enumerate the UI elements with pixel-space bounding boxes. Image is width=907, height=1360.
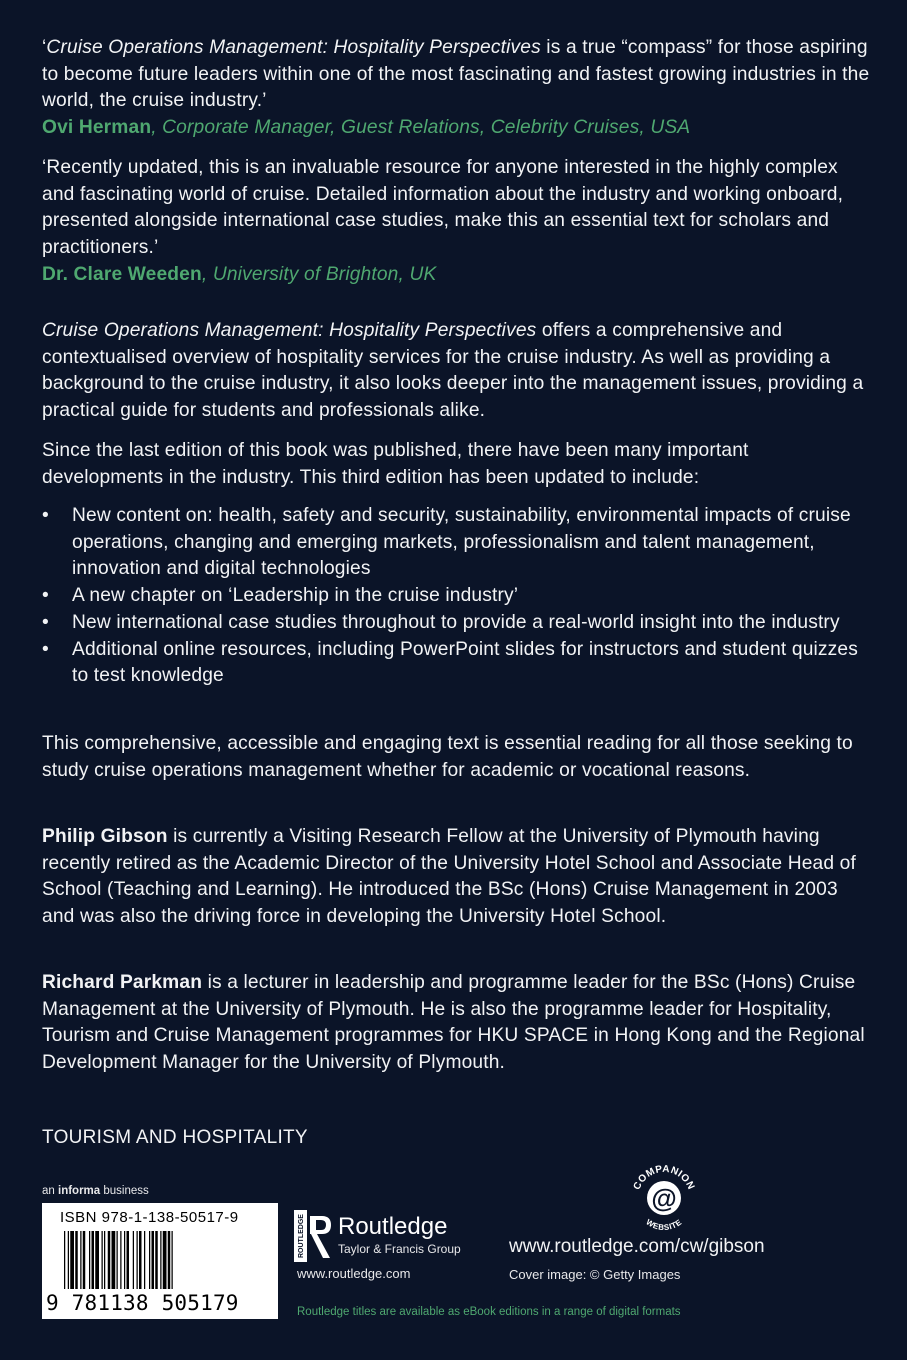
informa-wordmark: informa	[58, 1185, 101, 1197]
barcode-bar	[102, 1231, 103, 1289]
barcode-bar	[168, 1231, 171, 1289]
barcode-bar	[127, 1231, 130, 1289]
bullet-item: • New content on: health, safety and security, sustainability, environmental impacts of cruise operations, changing and emerging markets, professionalism and talent management, innovation and digital technologies	[42, 503, 872, 583]
barcode-bar	[133, 1231, 134, 1289]
quote-2-body: ‘Recently updated, this is an invaluable resource for anyone interested in the highly complex and fascinating world of cruise. Detailed information about the industry and working onboard, presented alongside international case studies, make this an essential text for scholars and practitioners.’	[42, 157, 844, 259]
barcode-digits: 9 781138 505179	[46, 1291, 239, 1315]
barcode-bar	[152, 1231, 155, 1289]
svg-text:WEBSITE	[644, 1217, 683, 1232]
quote-1: ‘Cruise Operations Management: Hospitality Perspectives is a true “compass” for those aspiring to become future leaders within one of the most fascinating and fastest growing industries in the world, the cruise industry.’ Ovi Herman, Corporate Manager, Guest Relations, Celebrity Cruises, USA	[42, 37, 870, 139]
companion-website-url[interactable]: www.routledge.com/cw/gibson	[509, 1236, 765, 1257]
update-bullet-list	[42, 503, 872, 690]
barcode-bar	[68, 1231, 69, 1289]
barcode-bar	[95, 1231, 99, 1289]
bullet-item: • A new chapter on ‘Leadership in the cruise industry’	[42, 583, 872, 610]
barcode-bar	[139, 1231, 142, 1289]
barcode-bar	[137, 1231, 138, 1289]
barcode-bar	[117, 1231, 118, 1289]
author-1-name: Philip Gibson	[42, 826, 168, 847]
routledge-logo-icon	[294, 1210, 334, 1262]
bullet-item: • New international case studies throughout to provide a real-world insight into the industry	[42, 610, 872, 637]
isbn-label: ISBN 978-1-138-50517-9	[60, 1209, 239, 1226]
author-2-bio: is a lecturer in leadership and programme leader for the BSc (Hons) Cruise Management at the University of Plymouth. He is also the programme leader for Hospitality, Tourism and Cruise Management programmes for HKU SPACE in Hong Kong and the Regional Development Manager for the University of Plymouth.	[42, 972, 865, 1074]
barcode-bar	[144, 1231, 145, 1289]
barcode-bar	[64, 1231, 65, 1289]
bullet-item: • Additional online resources, including PowerPoint slides for instructors and student quizzes to test knowledge	[42, 637, 872, 690]
svg-text:ROUTLEDGE: ROUTLEDGE	[298, 1214, 305, 1258]
barcode-bar	[70, 1231, 74, 1289]
barcode-bar	[92, 1231, 95, 1289]
quote-2-affiliation: , University of Brighton, UK	[201, 263, 437, 285]
publisher-group: Taylor & Francis Group	[338, 1242, 461, 1256]
barcode	[42, 1203, 278, 1319]
barcode-bar	[172, 1231, 173, 1289]
companion-website-icon	[624, 1156, 704, 1236]
barcode-bar	[80, 1231, 81, 1289]
companion-bottom-text: WEBSITE	[644, 1217, 684, 1233]
author-2-name: Richard Parkman	[42, 972, 203, 993]
barcode-bar	[112, 1231, 116, 1289]
barcode-bar	[75, 1231, 78, 1289]
quote-1-name: Ovi Herman	[42, 117, 152, 139]
quote-2	[42, 155, 872, 289]
quote-2-name: Dr. Clare Weeden	[42, 263, 202, 285]
companion-at-symbol: @	[651, 1183, 677, 1213]
cover-image-credit: Cover image: © Getty Images	[509, 1267, 681, 1282]
author-1-bio: is currently a Visiting Research Fellow at the University of Plymouth having recently retired as the Academic Director of the University Hotel School and Associate Head of School (Teaching and Learning). He introduced the BSc (Hons) Cruise Management in 2003 and was also the driving force in developing the University Hotel School.	[42, 826, 856, 928]
barcode-bar	[89, 1231, 90, 1289]
barcode-bars	[64, 1231, 268, 1289]
subject-category: TOURISM AND HOSPITALITY	[42, 1127, 308, 1148]
informa-tagline: an informa business	[42, 1185, 149, 1197]
closing-paragraph: This comprehensive, accessible and engaging text is essential reading for all those seeking to study cruise operations management whether for academic or vocational reasons.	[42, 733, 853, 781]
ebook-note: Routledge titles are available as eBook editions in a range of digital formats	[297, 1306, 681, 1318]
overview-title: Cruise Operations Management: Hospitality Perspectives	[42, 320, 537, 341]
companion-top-text: COMPANION	[631, 1163, 697, 1192]
publisher-url: www.routledge.com	[297, 1266, 411, 1281]
barcode-bar	[124, 1231, 125, 1289]
barcode-bar	[155, 1231, 158, 1289]
overview-paragraph	[42, 318, 872, 425]
quote-1-title: Cruise Operations Management: Hospitality Perspectives	[46, 37, 541, 58]
barcode-bar	[160, 1231, 161, 1289]
edition-intro: Since the last edition of this book was published, there have been many important developments in the industry. This third edition has been updated to include:	[42, 440, 749, 488]
quote-1-affiliation: , Corporate Manager, Guest Relations, Celebrity Cruises, USA	[151, 117, 691, 139]
barcode-bar	[163, 1231, 167, 1289]
overview-body: offers a comprehensive and contextualised overview of hospitality services for the cruise industry. As well as providing a background to the cruise industry, it also looks deeper into the management issues, providing a practical guide for students and professionals alike.	[42, 320, 864, 422]
publisher-name: Routledge	[338, 1213, 448, 1240]
barcode-bar	[149, 1231, 150, 1289]
barcode-bar	[104, 1231, 105, 1289]
barcode-bar	[108, 1231, 111, 1289]
quote-1-body: is a true “compass” for those aspiring to become future leaders within one of the most fascinating and fastest growing industries in the world, the cruise industry.’	[42, 37, 870, 112]
author-bio-1	[42, 824, 872, 931]
author-bio-2	[42, 970, 872, 1077]
barcode-bar	[120, 1231, 121, 1289]
barcode-bar	[83, 1231, 86, 1289]
